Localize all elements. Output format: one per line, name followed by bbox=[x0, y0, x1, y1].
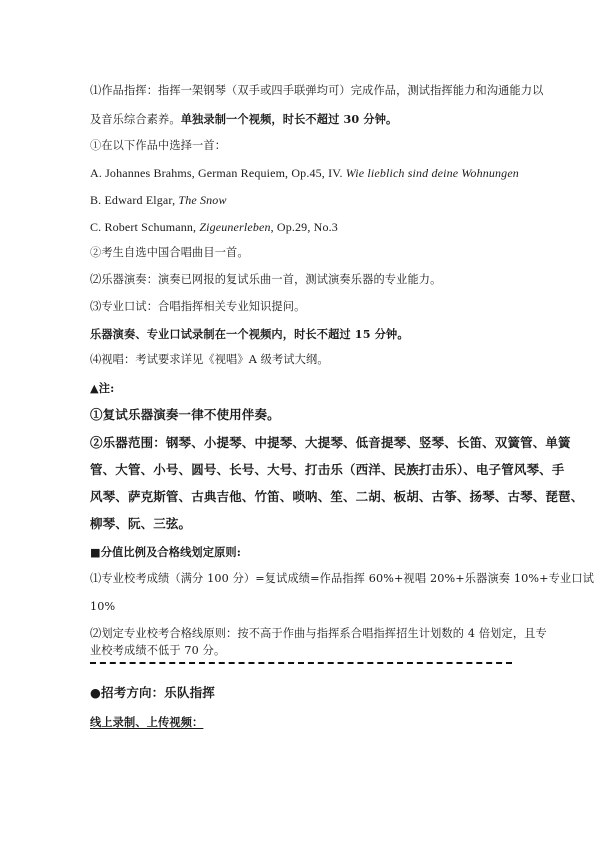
recording-requirement-text: 乐器演奏、专业口试录制在一个视频内，时长不超过 15 分钟。 bbox=[90, 327, 409, 341]
score-1-line-1 bbox=[90, 572, 595, 586]
work-conducting-text: ⑴作品指挥：指挥一架钢琴（双手或四手联弹均可）完成作品，测试指挥能力和沟通能力以 bbox=[90, 84, 544, 97]
choose-work-text: ①在以下作品中选择一首： bbox=[90, 139, 227, 152]
work-conducting-text-cont: 及音乐综合素养。 bbox=[90, 113, 181, 126]
work-a-title: Wie lieblich sind deine Wohnungen bbox=[345, 166, 519, 180]
note-1-text: ①复试乐器演奏一律不使用伴奏。 bbox=[90, 407, 280, 422]
sight-singing bbox=[90, 353, 520, 367]
work-option-b bbox=[90, 193, 520, 207]
work-conducting-video-requirement: 单独录制一个视频，时长不超过 30 分钟。 bbox=[180, 112, 398, 126]
chinese-choral-text: ②考生自选中国合唱曲目一首。 bbox=[90, 246, 249, 259]
section-divider bbox=[90, 662, 512, 664]
work-c-title: Zigeunerleben bbox=[199, 220, 271, 234]
direction-heading-text: ●招考方向：乐队指挥 bbox=[90, 685, 215, 700]
work-a-composer: A. Johannes Brahms, German Requiem, Op.45, IV. bbox=[90, 166, 346, 180]
score-1-line-2 bbox=[90, 600, 520, 614]
score-title bbox=[90, 545, 520, 559]
score-title-text: ■分值比例及合格线划定原则: bbox=[90, 545, 242, 559]
instrument-range-text-2: 管、大管、小号、圆号、长号、大号、打击乐（西洋、民族打击乐）、电子管风琴、手 bbox=[90, 462, 565, 477]
oral-exam-text: ⑶专业口试：合唱指挥相关专业知识提问。 bbox=[90, 300, 306, 313]
choose-work-instruction bbox=[90, 139, 520, 153]
instrument-range-text-4: 柳琴、阮、三弦。 bbox=[90, 516, 192, 531]
work-conducting-line-1 bbox=[90, 84, 544, 98]
note-2-line-4 bbox=[90, 517, 520, 531]
note-2-line-2 bbox=[90, 462, 565, 477]
online-video-heading bbox=[90, 715, 520, 729]
note-2-line-3 bbox=[90, 489, 584, 504]
note-title bbox=[90, 381, 520, 395]
oral-exam bbox=[90, 300, 520, 314]
work-b-composer: B. Edward Elgar, bbox=[90, 193, 179, 207]
direction-heading bbox=[90, 686, 520, 700]
work-conducting-line-2 bbox=[90, 112, 520, 127]
score-formula-text: ⑴专业校考成绩（满分 100 分）=复试成绩=作品指挥 60%+视唱 20%+乐器演奏 10%+专业口试 bbox=[90, 572, 595, 585]
score-2-line-2 bbox=[90, 644, 520, 658]
note-title-text: ▲注: bbox=[90, 381, 115, 395]
work-option-c bbox=[90, 220, 520, 234]
chinese-choral-work bbox=[90, 246, 520, 260]
note-1 bbox=[90, 408, 520, 422]
pass-line-text-cont: 业校考成绩不低于 70 分。 bbox=[90, 644, 226, 657]
work-c-opus: , Op.29, No.3 bbox=[270, 220, 338, 234]
work-option-a bbox=[90, 166, 520, 180]
recording-requirement bbox=[90, 327, 520, 341]
score-formula-text-cont: 10% bbox=[90, 600, 116, 613]
instrument-performance-text: ⑵乐器演奏：演奏已网报的复试乐曲一首，测试演奏乐器的专业能力。 bbox=[90, 273, 442, 286]
score-2-line-1 bbox=[90, 627, 547, 641]
work-c-composer: C. Robert Schumann, bbox=[90, 220, 200, 234]
instrument-performance bbox=[90, 273, 520, 287]
pass-line-text: ⑵划定专业校考合格线原则：按不高于作曲与指挥系合唱指挥招生计划数的 4 倍划定，且专 bbox=[90, 627, 547, 640]
work-b-title: The Snow bbox=[178, 193, 227, 207]
instrument-range-text-1: ②乐器范围：钢琴、小提琴、中提琴、大提琴、低音提琴、竖琴、长笛、双簧管、单簧 bbox=[90, 435, 571, 450]
online-video-text: 线上录制、上传视频： bbox=[90, 715, 204, 729]
sight-singing-text: ⑷视唱：考试要求详见《视唱》A 级考试大纲。 bbox=[90, 353, 329, 366]
note-2-line-1 bbox=[90, 435, 571, 450]
instrument-range-text-3: 风琴、萨克斯管、古典吉他、竹笛、唢呐、笙、二胡、板胡、古筝、扬琴、古琴、琵琶、 bbox=[90, 489, 584, 504]
